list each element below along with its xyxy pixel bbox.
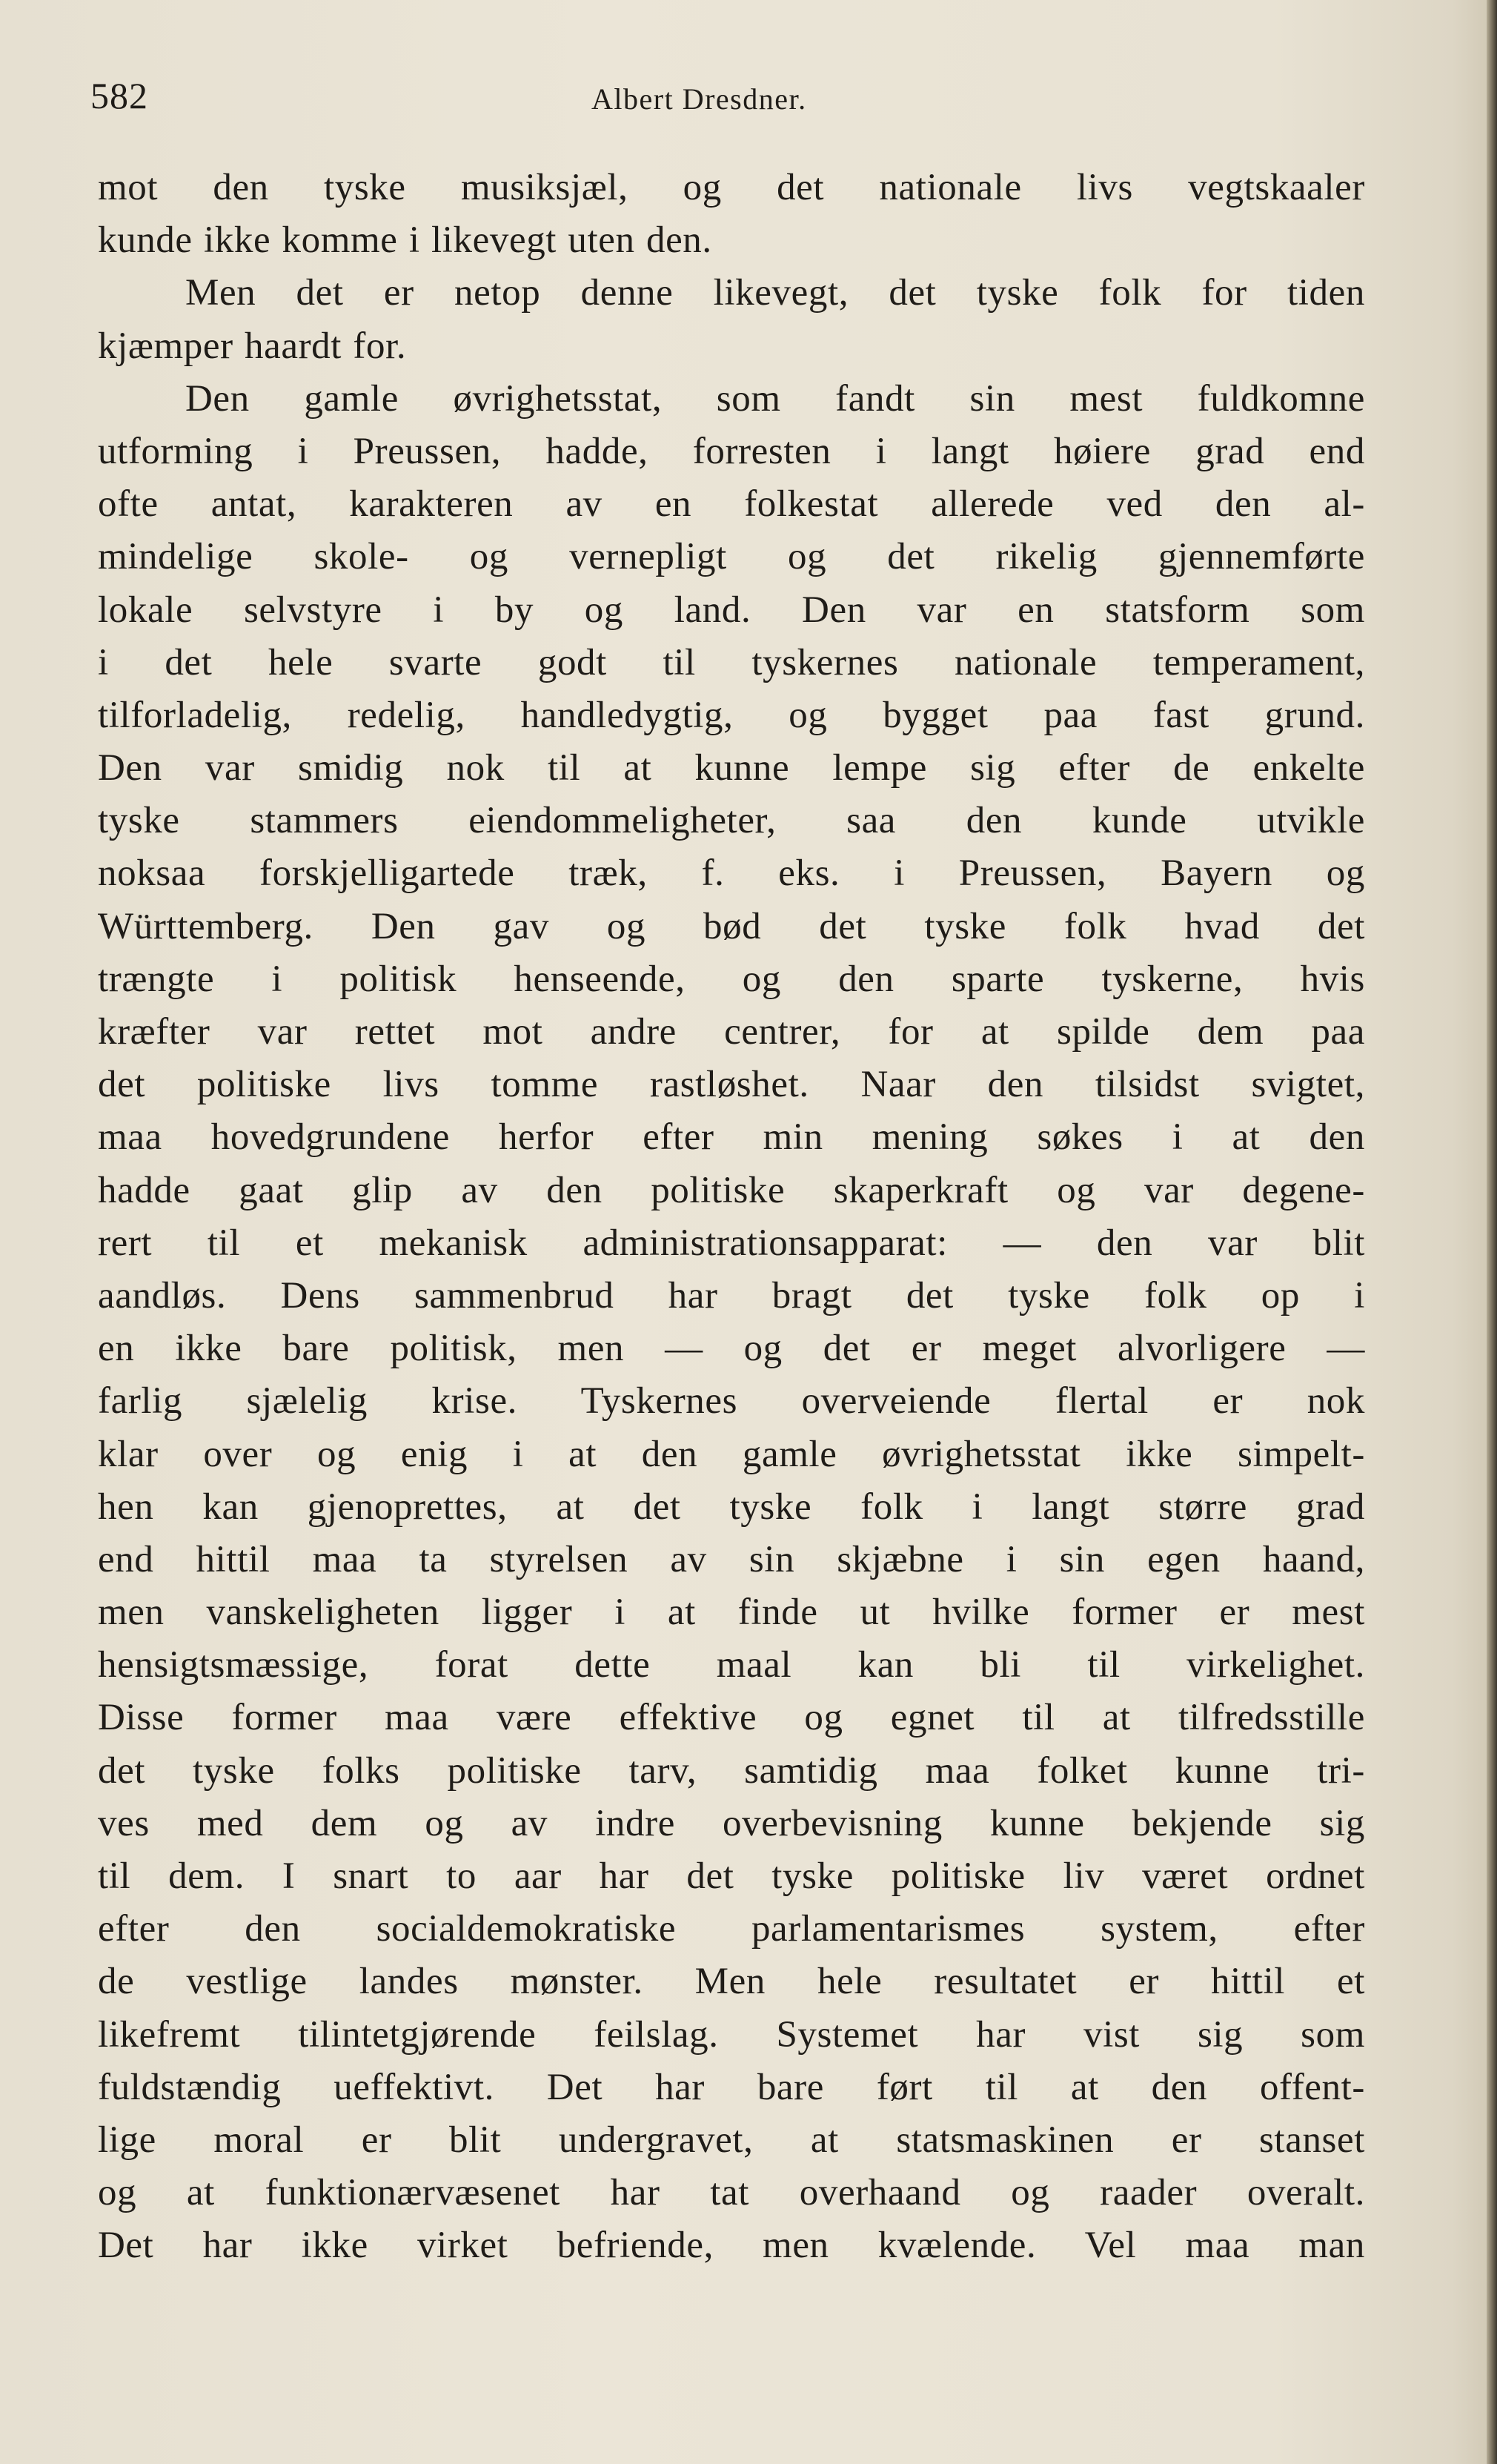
- text-line: de vestlige landes mønster. Men hele resultatet er hittil et: [98, 1961, 1365, 2003]
- text-line: Den gamle øvrighetsstat, som fandt sin mest fuldkomne: [185, 377, 1365, 420]
- text-line: til dem. I snart to aar har det tyske politiske liv været ordnet: [98, 1855, 1365, 1897]
- text-line: og at funktionærvæsenet har tat overhaand og raader overalt.: [98, 2172, 1365, 2214]
- text-line: utforming i Preussen, hadde, forresten i langt høiere grad end: [98, 430, 1365, 472]
- text-line: det politiske livs tomme rastløshet. Naar den tilsidst svigtet,: [98, 1064, 1365, 1106]
- text-line: aandløs. Dens sammenbrud har bragt det tyske folk op i: [98, 1274, 1365, 1317]
- text-line: lokale selvstyre i by og land. Den var en statsform som: [98, 589, 1365, 631]
- running-head: Albert Dresdner.: [591, 82, 807, 116]
- page-number: 582: [90, 75, 148, 116]
- text-line: lige moral er blit undergravet, at statsmaskinen er stanset: [98, 2119, 1365, 2161]
- text-line: Det har ikke virket befriende, men kvælende. Vel maa man: [98, 2225, 1365, 2267]
- text-line: mot den tyske musiksjæl, og det nationale livs vegtskaaler: [98, 167, 1365, 208]
- text-line: Württemberg. Den gav og bød det tyske folk hvad det: [98, 905, 1365, 947]
- text-line: kræfter var rettet mot andre centrer, for at spilde dem paa: [98, 1011, 1365, 1053]
- text-line: i det hele svarte godt til tyskernes nationale temperament,: [98, 641, 1365, 683]
- text-line: rert til et mekanisk administrationsapparat: — den var blit: [98, 1222, 1365, 1264]
- text-line: kunde ikke komme i likevegt uten den.: [98, 219, 712, 262]
- text-line: hadde gaat glip av den politiske skaperkraft og var degene-: [98, 1169, 1365, 1211]
- text-line: Den var smidig nok til at kunne lempe sig efter de enkelte: [98, 747, 1365, 789]
- body-text: [98, 162, 1365, 2273]
- text-line: likefremt tilintetgjørende feilslag. Systemet har vist sig som: [98, 2013, 1365, 2056]
- text-line: trængte i politisk henseende, og den sparte tyskerne, hvis: [98, 958, 1365, 1000]
- text-line: mindelige skole- og vernepligt og det rikelig gjennemførte: [98, 536, 1365, 578]
- text-line: hensigtsmæssige, forat dette maal kan bli til virkelighet.: [98, 1644, 1365, 1686]
- text-line: efter den socialdemokratiske parlamentarismes system, efter: [98, 1908, 1365, 1950]
- text-line: tyske stammers eiendommeligheter, saa den kunde utvikle: [98, 800, 1365, 842]
- text-line: ves med dem og av indre overbevisning kunne bekjende sig: [98, 1802, 1365, 1844]
- text-line: end hittil maa ta styrelsen av sin skjæbne i sin egen haand,: [98, 1538, 1365, 1580]
- text-line: Disse former maa være effektive og egnet til at tilfredsstille: [98, 1697, 1365, 1739]
- text-line: men vanskeligheten ligger i at finde ut hvilke former er mest: [98, 1592, 1365, 1634]
- text-line: ofte antat, karakteren av en folkestat allerede ved den al-: [98, 483, 1365, 526]
- text-line: tilforladelig, redelig, handledygtig, og bygget paa fast grund.: [98, 694, 1365, 736]
- text-line: hen kan gjenoprettes, at det tyske folk i langt større grad: [98, 1486, 1365, 1528]
- text-line: kjæmper haardt for.: [98, 325, 407, 367]
- text-line: Men det er netop denne likevegt, det tyske folk for tiden: [185, 272, 1365, 314]
- page-header: [90, 74, 1365, 126]
- text-line: maa hovedgrundene herfor efter min mening søkes i at den: [98, 1116, 1365, 1159]
- text-line: noksaa forskjelligartede træk, f. eks. i Preussen, Bayern og: [98, 852, 1365, 895]
- page-edge-shadow: [1487, 0, 1497, 2464]
- text-line: det tyske folks politiske tarv, samtidig maa folket kunne tri-: [98, 1749, 1365, 1792]
- text-line: farlig sjælelig krise. Tyskernes overveiende flertal er nok: [98, 1380, 1365, 1423]
- text-line: klar over og enig i at den gamle øvrighetsstat ikke simpelt-: [98, 1433, 1365, 1475]
- text-line: fuldstændig ueffektivt. Det har bare ført til at den offent-: [98, 2066, 1365, 2108]
- text-line: en ikke bare politisk, men — og det er meget alvorligere —: [98, 1328, 1365, 1370]
